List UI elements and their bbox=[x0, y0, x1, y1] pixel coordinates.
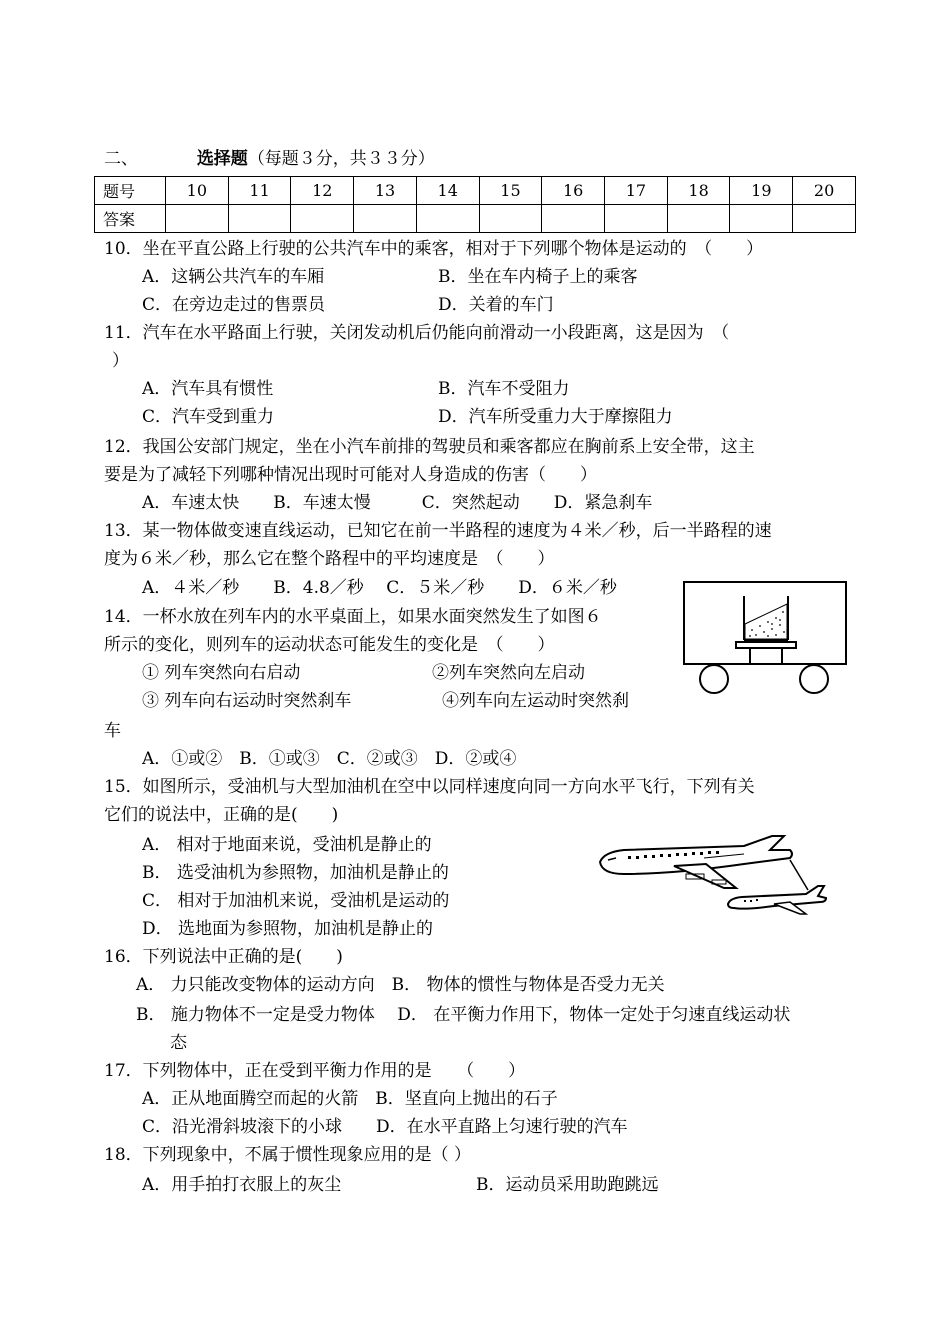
question-number-cell: 14 bbox=[416, 177, 479, 205]
q11-option-d: D．汽车所受重力大于摩擦阻力 bbox=[438, 407, 673, 427]
section-heading bbox=[104, 148, 435, 170]
question-number-cell: 20 bbox=[793, 177, 856, 205]
q15-stem: 15．如图所示，受油机与大型加油机在空中以同样速度向同一方向水平飞行，下列有关 bbox=[104, 777, 755, 797]
q13-stem: 13．某一物体做变速直线运动，已知它在前一半路程的速度为４米／秒，后一半路程的速 bbox=[104, 521, 772, 541]
answer-cell[interactable] bbox=[291, 205, 354, 233]
question-number-cell: 12 bbox=[291, 177, 354, 205]
question-number-cell: 18 bbox=[667, 177, 730, 205]
q14-stem: 14．一杯水放在列车内的水平桌面上，如果水面突然发生了如图６ bbox=[104, 607, 602, 627]
answer-cell[interactable] bbox=[354, 205, 417, 233]
answer-cell[interactable] bbox=[542, 205, 605, 233]
q10-stem: 10．坐在平直公路上行驶的公共汽车中的乘客，相对于下列哪个物体是运动的 （ ） bbox=[104, 239, 764, 259]
q10-option-c: C．在旁边走过的售票员 bbox=[142, 295, 326, 315]
q11-option-c: C．汽车受到重力 bbox=[142, 407, 275, 427]
q14-option-4: ④列车向左运动时突然刹 bbox=[442, 691, 629, 711]
q15-option-c: C． 相对于加油机来说，受油机是运动的 bbox=[142, 891, 450, 911]
q16-options-cd: B． 施力物体不一定是受力物体 D． 在平衡力作用下，物体一定处于匀速直线运动状 bbox=[136, 1005, 791, 1025]
question-number-cell: 15 bbox=[479, 177, 542, 205]
answer-cell[interactable] bbox=[479, 205, 542, 233]
row-label-answer: 答案 bbox=[95, 205, 166, 233]
q10-option-d: D．关着的车门 bbox=[438, 295, 554, 315]
answer-table bbox=[94, 176, 856, 233]
q18-stem: 18．下列现象中，不属于惯性现象应用的是（ ） bbox=[104, 1145, 472, 1165]
answer-cell[interactable] bbox=[730, 205, 793, 233]
answer-cell[interactable] bbox=[166, 205, 229, 233]
q14-options: A．①或② B．①或③ C．②或③ D．②或④ bbox=[142, 749, 517, 769]
q16-options-ab: A． 力只能改变物体的运动方向 B． 物体的惯性与物体是否受力无关 bbox=[136, 975, 665, 995]
q14-option-1: ① 列车突然向右启动 bbox=[142, 663, 301, 683]
q11-option-b: B．汽车不受阻力 bbox=[438, 379, 570, 399]
q13-options: A．４米／秒 B．4.8／秒 C．５米／秒 D．６米／秒 bbox=[142, 578, 617, 598]
section-title: 选择题 bbox=[196, 149, 248, 169]
question-number-cell: 11 bbox=[228, 177, 291, 205]
q15-option-a: A． 相对于地面来说，受油机是静止的 bbox=[142, 835, 432, 855]
refueling-planes-figure bbox=[594, 830, 830, 916]
question-number-cell: 17 bbox=[605, 177, 668, 205]
q14-option-2: ②列车突然向左启动 bbox=[432, 663, 585, 683]
answer-cell[interactable] bbox=[667, 205, 730, 233]
q13-stem-cont: 度为６米／秒，那么它在整个路程中的平均速度是 （ ） bbox=[104, 549, 555, 569]
q17-stem: 17．下列物体中，正在受到平衡力作用的是 （ ） bbox=[104, 1061, 526, 1081]
q12-stem-cont: 要是为了减轻下列哪种情况出现时可能对人身造成的伤害（ ） bbox=[104, 465, 597, 485]
q17-options-ab: A．正从地面腾空而起的火箭 B．坚直向上抛出的石子 bbox=[142, 1089, 558, 1109]
q18-option-a: A．用手拍打衣服上的灰尘 bbox=[142, 1175, 342, 1195]
table-row-numbers bbox=[95, 177, 856, 205]
question-number-cell: 13 bbox=[354, 177, 417, 205]
q15-option-d: D． 选地面为参照物，加油机是静止的 bbox=[142, 919, 434, 939]
q15-option-b: B． 选受油机为参照物，加油机是静止的 bbox=[142, 863, 449, 883]
q15-stem-cont: 它们的说法中，正确的是( ) bbox=[104, 805, 339, 825]
answer-cell[interactable] bbox=[416, 205, 479, 233]
answer-cell[interactable] bbox=[605, 205, 668, 233]
q11-option-a: A．汽车具有惯性 bbox=[142, 379, 274, 399]
row-label-number: 题号 bbox=[95, 177, 166, 205]
q12-options: A．车速太快 B．车速太慢 C．突然起动 D．紧急刹车 bbox=[142, 493, 653, 513]
question-number-cell: 10 bbox=[166, 177, 229, 205]
question-number-cell: 16 bbox=[542, 177, 605, 205]
q14-option-3: ③ 列车向右运动时突然刹车 bbox=[142, 691, 352, 711]
table-row-answers bbox=[95, 205, 856, 233]
q12-stem: 12．我国公安部门规定，坐在小汽车前排的驾驶员和乘客都应在胸前系上安全带，这主 bbox=[104, 437, 755, 457]
q11-stem-cont: ） bbox=[112, 351, 129, 371]
q14-stem-cont: 所示的变化，则列车的运动状态可能发生的变化是 （ ） bbox=[104, 635, 555, 655]
section-note: （每题３分，共３３分） bbox=[247, 149, 435, 169]
question-number-cell: 19 bbox=[730, 177, 793, 205]
q10-option-a: A．这辆公共汽车的车厢 bbox=[142, 267, 325, 287]
train-cup-figure bbox=[680, 578, 850, 696]
q11-stem: 11．汽车在水平路面上行驶，关闭发动机后仍能向前滑动一小段距离，这是因为 （ bbox=[104, 323, 730, 343]
q17-options-cd: C．沿光滑斜坡滚下的小球 D．在水平直路上匀速行驶的汽车 bbox=[142, 1117, 628, 1137]
q14-option-4-cont: 车 bbox=[104, 721, 121, 741]
answer-cell[interactable] bbox=[793, 205, 856, 233]
section-index: 二、 bbox=[104, 149, 138, 169]
q16-options-cd-cont: 态 bbox=[170, 1033, 187, 1053]
q18-option-b: B．运动员采用助跑跳远 bbox=[476, 1175, 659, 1195]
answer-cell[interactable] bbox=[228, 205, 291, 233]
q10-option-b: B．坐在车内椅子上的乘客 bbox=[438, 267, 638, 287]
q16-stem: 16．下列说法中正确的是( ) bbox=[104, 947, 343, 967]
